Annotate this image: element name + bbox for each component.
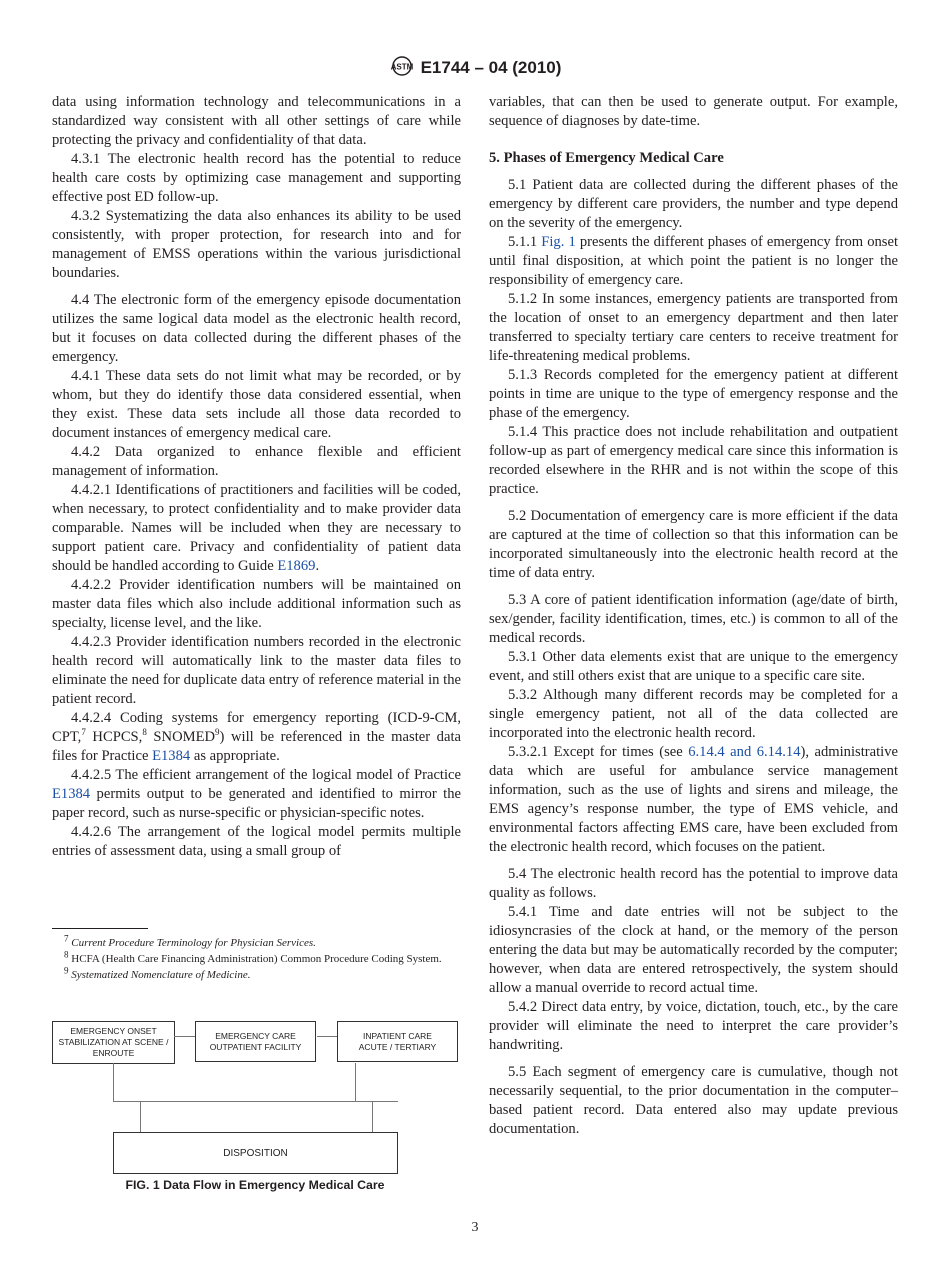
text-segment: 5.1.3 Records completed for the emergency patient at different points in time are unique to the type of emergency response and the phase of the emergency. xyxy=(489,367,898,421)
paragraph xyxy=(52,367,461,443)
paragraph xyxy=(52,150,461,207)
text-segment: 4.4.1 These data sets do not limit what may be recorded, or by whom, but they do identify those data considered essential, when they exist. These data sets include all those data recorded to document instances of emergency medical care. xyxy=(52,368,461,441)
text-segment: 5.1.2 In some instances, emergency patients are transported from the location of onset to an emergency department and then later transferred to specialty tertiary care centers to receive treatment for life-threatening medical problems. xyxy=(489,291,898,364)
svg-text:ASTM: ASTM xyxy=(390,62,413,72)
text-segment: HCFA (Health Care Financing Administration) Common Procedure Coding System. xyxy=(68,953,442,965)
text-segment: 5.1.4 This practice does not include rehabilitation and outpatient follow-up as part of emergency medical care since this information is recorded elsewhere in the RHR and is not within the scope of this practice. xyxy=(489,424,898,497)
paragraph xyxy=(52,291,461,367)
paragraph xyxy=(489,233,898,290)
section xyxy=(489,1063,898,1139)
section xyxy=(489,149,898,499)
text-segment: 5.5 Each segment of emergency care is cumulative, though not necessarily sequential, to the prior documentation in the computer–based patient record. Data entered also may update previous documentation. xyxy=(489,1064,898,1137)
paragraph xyxy=(489,366,898,423)
paragraph xyxy=(489,648,898,686)
text-segment: 5.3 A core of patient identification information (age/date of birth, sex/gender, facility identification, times, etc.) is common to all of the medical records. xyxy=(489,592,898,646)
paragraph xyxy=(52,207,461,283)
footnote xyxy=(52,933,461,950)
paragraph xyxy=(52,709,461,766)
text-segment: variables, that can then be used to generate output. For example, sequence of diagnoses by date-time. xyxy=(489,94,898,129)
paragraph xyxy=(52,766,461,823)
box-disposition: DISPOSITION xyxy=(113,1132,398,1174)
footnote-marker: 8 xyxy=(64,949,69,960)
paragraph xyxy=(489,743,898,857)
text-segment: HCPCS, xyxy=(85,729,143,745)
reference-link[interactable]: E1384 xyxy=(152,748,191,764)
text-segment: permits output to be generated and identified to mirror the paper record, such as nurse-specific or physician-specific notes. xyxy=(52,786,461,821)
paragraph xyxy=(489,507,898,583)
connector xyxy=(355,1063,356,1101)
text-segment: 5.1 Patient data are collected during the different phases of the emergency by different care providers, the number and type depend on the severity of the emergency. xyxy=(489,177,898,231)
text-segment: Systematized Nomenclature of Medicine. xyxy=(71,969,251,981)
footnotes xyxy=(52,933,461,984)
footnote-marker: 7 xyxy=(64,933,69,944)
footnote-marker: 7 xyxy=(81,727,86,738)
text-segment: presents the different phases of emergency from onset until final disposition, at which point the patient is no longer the responsibility of emergency care. xyxy=(489,234,898,288)
paragraph xyxy=(52,481,461,576)
figure-caption: FIG. 1 Data Flow in Emergency Medical Care xyxy=(125,1178,385,1192)
connector xyxy=(113,1063,114,1101)
text-segment: 5. Phases of Emergency Medical Care xyxy=(489,150,724,166)
text-segment: ) will be referenced in the master data files for Practice xyxy=(52,729,461,764)
text-segment: 5.1.1 xyxy=(508,234,542,250)
text-segment: 5.4.2 Direct data entry, by voice, dictation, touch, etc., by the care provider will eliminate the need to interpret the care provider’s handwriting. xyxy=(489,999,898,1053)
paragraph xyxy=(489,176,898,233)
connector xyxy=(174,1036,195,1037)
section xyxy=(489,93,898,131)
paragraph xyxy=(489,686,898,743)
paragraph xyxy=(52,443,461,481)
section xyxy=(489,865,898,1055)
text-segment: 4.4.2 Data organized to enhance flexible and efficient management of information. xyxy=(52,444,461,479)
connector xyxy=(140,1101,141,1132)
left-column xyxy=(52,93,461,869)
paragraph xyxy=(52,93,461,150)
astm-logo-icon xyxy=(389,56,415,76)
connector xyxy=(372,1101,373,1132)
paragraph xyxy=(489,423,898,499)
reference-link[interactable]: E1384 xyxy=(52,786,91,802)
paragraph xyxy=(489,865,898,903)
paragraph xyxy=(52,823,461,861)
text-segment: as appropriate. xyxy=(190,748,280,764)
footnote-marker: 9 xyxy=(215,727,220,738)
paragraph xyxy=(489,591,898,648)
footnote-marker: 8 xyxy=(142,727,147,738)
text-segment: data using information technology and telecommunications in a standardized way consistent with all other settings of care while protecting the privacy and confidentiality of that data. xyxy=(52,94,461,148)
text-segment: SNOMED xyxy=(146,729,216,745)
text-segment: 4.4.2.3 Provider identification numbers recorded in the electronic health record will automatically link to the master data files to eliminate the need for duplicate data entry of reference material in the patient record. xyxy=(52,634,461,707)
paragraph xyxy=(489,1063,898,1139)
section xyxy=(489,591,898,857)
text-segment: 5.3.2.1 Except for times (see xyxy=(508,744,689,760)
text-segment: 5.2 Documentation of emergency care is more efficient if the data are captured at the time of collection so that this information can be incorporated simultaneously into the electronic health record at the time of data entry. xyxy=(489,508,898,581)
text-segment: 4.4.2.1 Identifications of practitioners and facilities will be coded, when necessary, to protect confidentiality and to make provider data comparable. Names will be included when they are necessary to support patient care. Privacy and confidentiality of patient data should be handled according to Guide xyxy=(52,482,461,574)
box-inpatient-care: INPATIENT CARE ACUTE / TERTIARY xyxy=(337,1021,458,1062)
box-emergency-care: EMERGENCY CARE OUTPATIENT FACILITY xyxy=(195,1021,316,1062)
text-segment: Current Procedure Terminology for Physician Services. xyxy=(71,937,316,949)
text-segment: 4.4.2.2 Provider identification numbers will be maintained on master data files which also include additional information such as specialty, license level, and the like. xyxy=(52,577,461,631)
text-segment: 4.3.1 The electronic health record has the potential to reduce health care costs by optimizing case management and supporting effective post ED follow-up. xyxy=(52,151,461,205)
text-segment: 4.4.2.4 Coding systems for emergency reporting (ICD-9-CM, CPT, xyxy=(52,710,461,745)
paragraph xyxy=(489,93,898,131)
section-heading xyxy=(489,149,898,168)
text-segment: 4.4.2.5 The efficient arrangement of the logical model of Practice xyxy=(71,767,461,783)
paragraph xyxy=(489,998,898,1055)
paragraph xyxy=(489,290,898,366)
paragraph xyxy=(489,903,898,998)
text-segment: . xyxy=(315,558,320,574)
text-segment: ), administrative data which are useful for ambulance service management information, such as the use of lights and sirens and mileage, the EMS agency’s response number, the type of EMS vehicle, and environmental factors affecting EMS care, have been excluded from the electronic health record, which focuses on the patient. xyxy=(489,744,898,855)
page-header xyxy=(0,56,950,78)
connector xyxy=(113,1101,398,1102)
connector xyxy=(317,1036,337,1037)
footnote xyxy=(52,949,461,966)
text-segment: 5.3.1 Other data elements exist that are unique to the emergency event, and still others exist that are unique to a specific care site. xyxy=(489,649,898,684)
document-designation: E1744 – 04 (2010) xyxy=(420,58,562,77)
text-segment: 5.3.2 Although many different records may be completed for a single emergency patient, not all of the data collected are incorporated into the electronic health record. xyxy=(489,687,898,741)
reference-link[interactable]: Fig. 1 xyxy=(541,234,576,250)
text-segment: 5.4 The electronic health record has the potential to improve data quality as follows. xyxy=(489,866,898,901)
section xyxy=(489,507,898,583)
page-number: 3 xyxy=(471,1220,479,1235)
right-column xyxy=(489,93,898,1147)
text-segment: 4.4 The electronic form of the emergency episode documentation utilizes the same logical data model as the electronic health record, but it focuses on data collected during the different phases of the emergency. xyxy=(52,292,461,365)
footnote xyxy=(52,965,461,982)
footnote-marker: 9 xyxy=(64,965,69,976)
figure-1 xyxy=(40,1010,470,1200)
text-segment: 4.3.2 Systematizing the data also enhances its ability to be used consistently, with proper protection, for research into and for management of EMSS operations within the various jurisdictional boundaries. xyxy=(52,208,461,281)
footnote-rule xyxy=(52,928,148,929)
section xyxy=(52,93,461,283)
paragraph xyxy=(52,633,461,709)
box-emergency-onset: EMERGENCY ONSET STABILIZATION AT SCENE / ENROUTE xyxy=(52,1021,175,1064)
text-segment: 5.4.1 Time and date entries will not be subject to the idiosyncrasies of the clock at hand, or the memory of the person entering the data but may be automatically recorded by the computer; however, when data are entered retrospectively, the system should allow a manual override to record actual time. xyxy=(489,904,898,996)
reference-link[interactable]: 6.14.4 and 6.14.14 xyxy=(688,744,801,760)
reference-link[interactable]: E1869 xyxy=(277,558,316,574)
text-segment: 4.4.2.6 The arrangement of the logical model permits multiple entries of assessment data, using a small group of xyxy=(52,824,461,859)
section xyxy=(52,291,461,861)
paragraph xyxy=(52,576,461,633)
